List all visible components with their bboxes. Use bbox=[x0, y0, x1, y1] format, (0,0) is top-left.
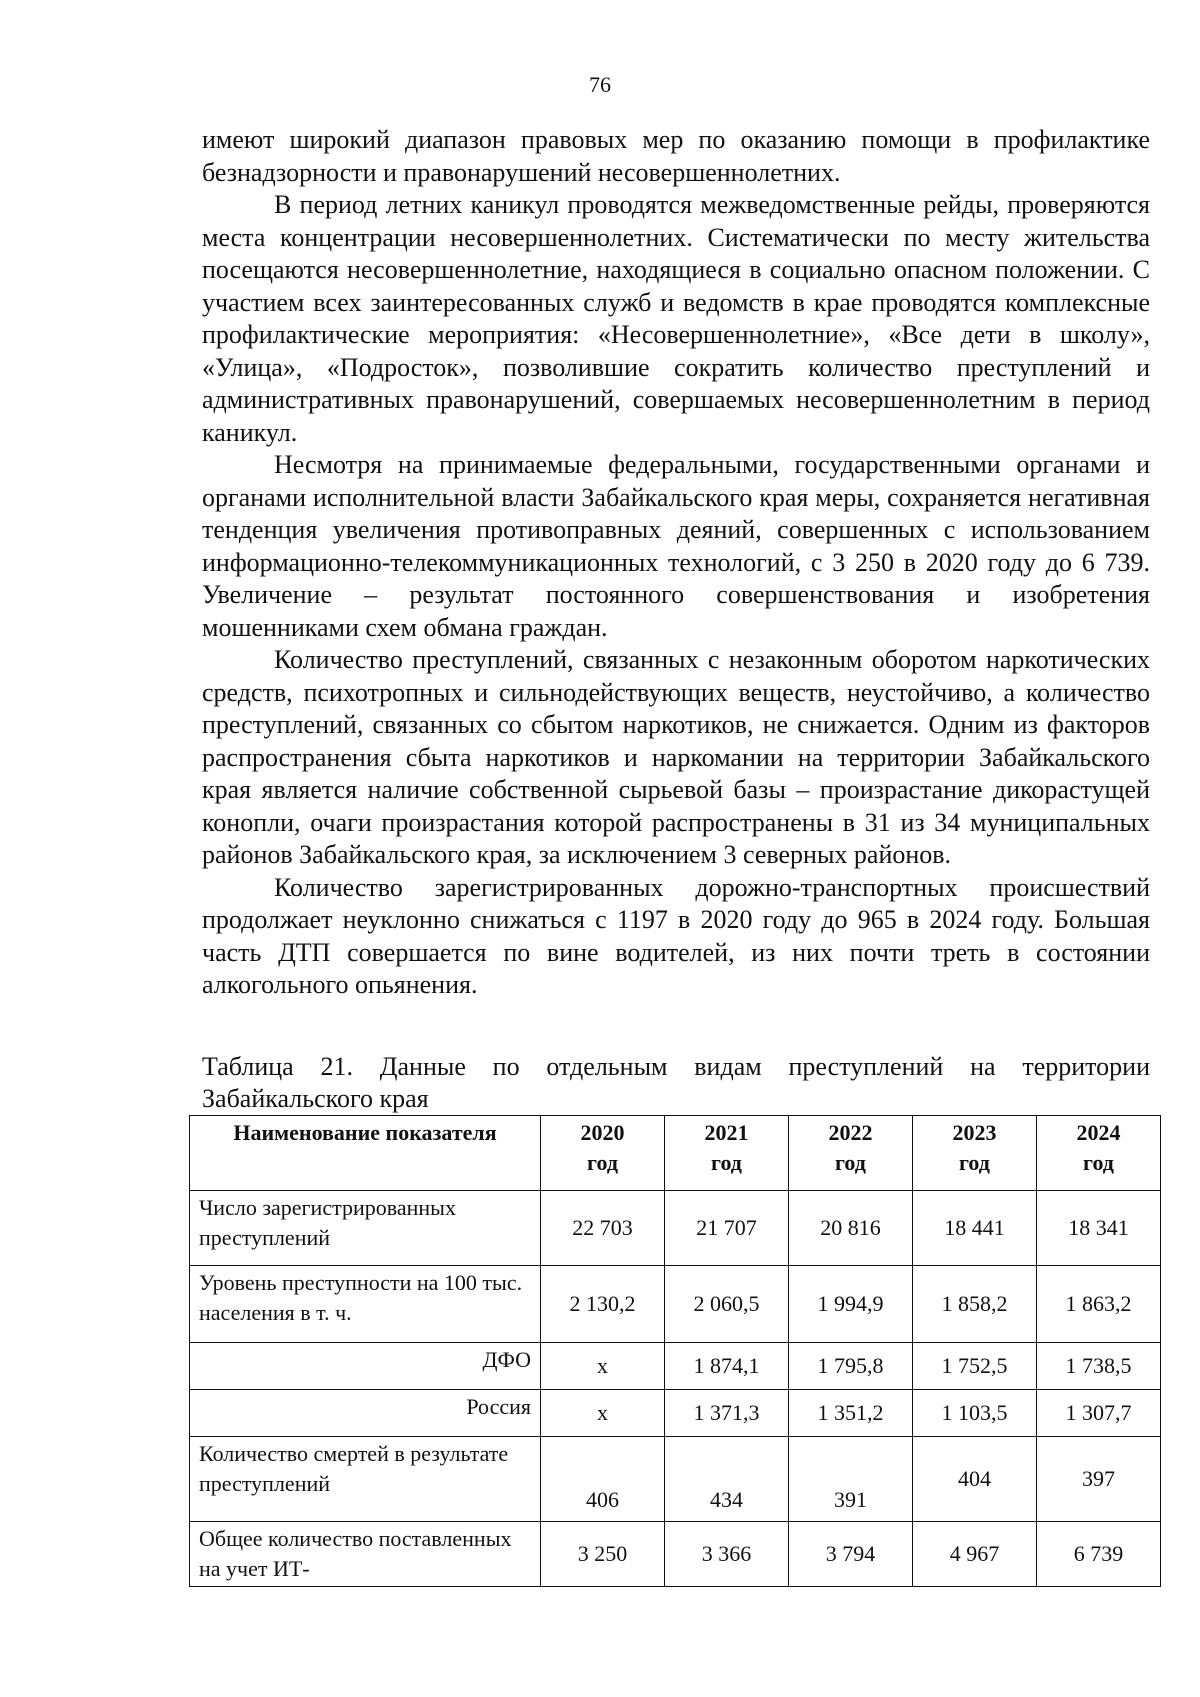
cell-2021: 21 707 bbox=[664, 1191, 788, 1266]
paragraph-3: Несмотря на принимаемые федеральными, государственными органами и органами исполнительной власти Забайкальского края меры, сохраняется негативная тенденция увеличения противоправных деяний, совершенных с использованием информационно-телекоммуникационных технологий, с 3 250 в 2020 году до 6 739. Увеличение – результат постоянного совершенствования и изобретения мошенниками схем обмана граждан. bbox=[202, 450, 1150, 642]
table-row-deaths bbox=[190, 1437, 1161, 1522]
paragraph-5: Количество зарегистрированных дорожно-транспортных происшествий продолжает неуклонно снижаться с 1197 в 2020 году до 965 в 2024 году. Большая часть ДТП совершается по вине водителей, из них почти треть в состоянии алкогольного опьянения. bbox=[202, 872, 1150, 999]
cell-2020: 2 130,2 bbox=[541, 1266, 665, 1343]
cell-2022: 1 351,2 bbox=[788, 1390, 912, 1437]
row-label: Россия bbox=[190, 1390, 541, 1437]
cell-2020: 3 250 bbox=[541, 1522, 665, 1587]
body-text bbox=[202, 124, 1150, 1002]
header-year-value: 2024 bbox=[1076, 1120, 1121, 1145]
row-label: ДФО bbox=[190, 1343, 541, 1390]
table-row-russia bbox=[190, 1390, 1161, 1437]
table-row-it-crimes bbox=[190, 1522, 1161, 1587]
header-year-value: 2021 bbox=[704, 1120, 749, 1145]
row-label: Число зарегистрированных преступлений bbox=[190, 1191, 541, 1266]
table-caption: Таблица 21. Данные по отдельным видам преступлений на территории Забайкальского края bbox=[202, 1052, 1150, 1113]
cell-2021: 1 874,1 bbox=[664, 1343, 788, 1390]
header-year-unit: год bbox=[834, 1150, 866, 1175]
cell-2020: 22 703 bbox=[541, 1191, 665, 1266]
cell-2020: x bbox=[541, 1343, 665, 1390]
cell-2023: 404 bbox=[912, 1437, 1036, 1522]
cell-2022: 3 794 bbox=[788, 1522, 912, 1587]
cell-2021: 3 366 bbox=[664, 1522, 788, 1587]
cell-2023: 4 967 bbox=[912, 1522, 1036, 1587]
header-year-2023 bbox=[912, 1116, 1036, 1191]
cell-2024: 1 307,7 bbox=[1036, 1390, 1160, 1437]
header-year-value: 2020 bbox=[580, 1120, 625, 1145]
page-number: 76 bbox=[589, 72, 611, 97]
cell-2023: 18 441 bbox=[912, 1191, 1036, 1266]
header-year-value: 2022 bbox=[828, 1120, 873, 1145]
cell-2021: 2 060,5 bbox=[664, 1266, 788, 1343]
row-label: Общее количество поставленных на учет ИТ- bbox=[190, 1522, 541, 1587]
cell-2021: 1 371,3 bbox=[664, 1390, 788, 1437]
cell-2022: 1 795,8 bbox=[788, 1343, 912, 1390]
cell-2023: 1 103,5 bbox=[912, 1390, 1036, 1437]
table-row-registered-crimes bbox=[190, 1191, 1161, 1266]
cell-2023: 1 752,5 bbox=[912, 1343, 1036, 1390]
cell-2023: 1 858,2 bbox=[912, 1266, 1036, 1343]
cell-2022: 20 816 bbox=[788, 1191, 912, 1266]
table-row-dfo bbox=[190, 1343, 1161, 1390]
cell-2024: 1 738,5 bbox=[1036, 1343, 1160, 1390]
header-year-unit: год bbox=[711, 1150, 742, 1175]
header-indicator-name: Наименование показателя bbox=[190, 1116, 541, 1191]
header-year-value: 2023 bbox=[952, 1120, 997, 1145]
cell-2021: 434 bbox=[664, 1437, 788, 1522]
cell-2020: x bbox=[541, 1390, 665, 1437]
cell-2020: 406 bbox=[541, 1437, 665, 1522]
header-year-2022 bbox=[788, 1116, 912, 1191]
table-row-crime-rate bbox=[190, 1266, 1161, 1343]
header-year-unit: год bbox=[958, 1150, 990, 1175]
cell-2024: 18 341 bbox=[1036, 1191, 1160, 1266]
header-year-2021 bbox=[664, 1116, 788, 1191]
cell-2022: 1 994,9 bbox=[788, 1266, 912, 1343]
row-label: Количество смертей в результате преступлений bbox=[190, 1437, 541, 1522]
header-year-unit: год bbox=[587, 1150, 618, 1175]
paragraph-4: Количество преступлений, связанных с незаконным оборотом наркотических средств, психотропных и сильнодействующих веществ, неустойчиво, а количество преступлений, связанных со сбытом наркотиков, не снижается. Одним из факторов распространения сбыта наркотиков и наркомании на территории Забайкальского края является наличие собственной сырьевой базы – произрастание дикорастущей конопли, очаги произрастания которой распространены в 31 из 34 муниципальных районов Забайкальского края, за исключением 3 северных районов. bbox=[202, 645, 1150, 869]
table-header-row bbox=[190, 1116, 1161, 1191]
header-year-2024 bbox=[1036, 1116, 1160, 1191]
paragraph-1: имеют широкий диапазон правовых мер по оказанию помощи в профилактике безнадзорности и правонарушений несовершеннолетних. bbox=[202, 125, 1150, 187]
paragraph-2: В период летних каникул проводятся межведомственные рейды, проверяются места концентрации несовершеннолетних. Систематически по месту жительства посещаются несовершеннолетние, находящиеся в социально опасном положении. С участием всех заинтересованных служб и ведомств в крае проводятся комплексные профилактические мероприятия: «Несовершеннолетние», «Все дети в школу», «Улица», «Подросток», позволившие сократить количество преступлений и административных правонарушений, совершаемых несовершеннолетним в период каникул. bbox=[202, 190, 1150, 447]
cell-2024: 1 863,2 bbox=[1036, 1266, 1160, 1343]
cell-2022: 391 bbox=[788, 1437, 912, 1522]
cell-2024: 397 bbox=[1036, 1437, 1160, 1522]
header-year-unit: год bbox=[1083, 1150, 1114, 1175]
header-year-2020 bbox=[541, 1116, 665, 1191]
crime-data-table bbox=[189, 1115, 1161, 1587]
cell-2024: 6 739 bbox=[1036, 1522, 1160, 1587]
row-label: Уровень преступности на 100 тыс. населения в т. ч. bbox=[190, 1266, 541, 1343]
